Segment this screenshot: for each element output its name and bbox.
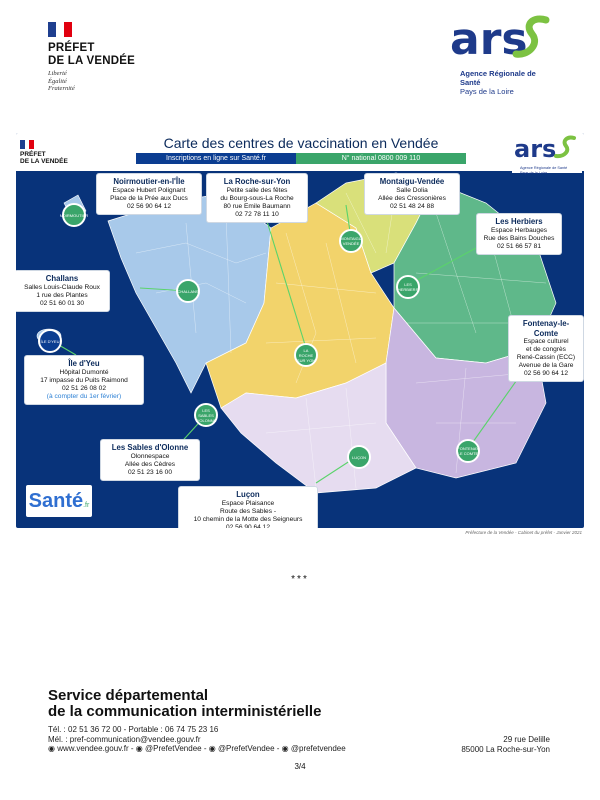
vaccination-map [16,133,584,528]
center-ile-yeu: Île d'Yeu Hôpital Dumonté 17 impasse du Puits Raimond 02 51 26 08 02 (à compter du 1er février) [24,355,144,405]
pin-challans: CHALLANS [176,279,200,303]
center-la-roche: La Roche-sur-Yon Petite salle des fêtes du Bourg-sous-La Roche 80 rue Emile Baumann 02 72 78 11 10 [206,173,308,223]
marianne-logo [48,22,72,37]
pin-les-herbiers: LES HERBIERS [396,275,420,299]
separator: *** [291,574,309,585]
center-challans: Challans Salles Louis-Claude Roux 1 rue des Plantes 02 51 60 01 30 [16,270,110,312]
pin-ile-yeu: ÎLE D'YEU [38,329,62,353]
web-icon: ◉ [48,744,55,753]
ars-logo [448,14,558,96]
online-banner: Inscriptions en ligne sur Santé.fr [136,153,296,164]
pin-lucon: LUÇON [347,445,371,469]
svg-text:ars: ars [450,14,528,64]
social-links: ◉ www.vendee.gouv.fr - ◉ @PrefetVendee - ◉ @PrefetVendee - ◉ @prefetvendee [48,744,346,753]
center-fontenay: Fontenay-le-Comte Espace culturel et de congrès René-Cassin (ECC) Avenue de la Gare 02 56 90 64 12 [508,315,584,382]
center-montaigu: Montaigu-Vendée Salle Dolia Allée des Cressonières 02 51 48 24 88 [364,173,460,215]
footer-title: Service départemental de la communication interministérielle [48,687,322,720]
center-les-sables: Les Sables d'Olonne Olonnespace Allée des Cèdres 02 51 23 16 00 [100,439,200,481]
map-prefect-title: PRÉFET DE LA VENDÉE [20,151,68,165]
map-ars-logo: ars Agence Régionale de Santé Pays de la Loire [512,135,582,173]
map-credit: Préfecture de la Vendée - Cabinet du préfet - Janvier 2021 [465,530,582,535]
prefect-title: PRÉFET DE LA VENDÉE [48,42,135,67]
pin-fontenay: FONTENAY LE COMTE [456,439,480,463]
center-lucon: Luçon Espace Plaisance Route des Sables - 10 chemin de la Motte des Seigneurs 02 56 90 64 12 [178,486,318,528]
pin-noirmoutier: NOIRMOUTIER [62,203,86,227]
pin-les-sables: LES SABLES D'OLONNE [194,403,218,427]
svg-text:ars: ars [514,135,557,161]
footer-contact: Tél. : 02 51 36 72 00 - Portable : 06 74 75 23 16 Mél. : pref-communication@vendee.gouv.fr ◉ www.vendee.gouv.fr - ◉ @PrefetVendee - ◉ @PrefetVendee - ◉ @prefetvendee [48,725,388,754]
pin-la-roche: LA ROCHE SUR YON [294,343,318,367]
map-title: Carte des centres de vaccination en Vendée [163,135,439,151]
ars-logo-mark-icon [448,14,558,64]
footer-address: 29 rue Delille 85000 La Roche-sur-Yon [461,735,550,754]
flag-icon [48,22,72,37]
facebook-icon: ◉ [208,744,216,753]
phone-banner: N° national 0800 009 110 [296,153,466,164]
pin-montaigu: MONTAIGU VENDÉE [339,229,363,253]
instagram-icon: ◉ [281,744,289,753]
center-les-herbiers: Les Herbiers Espace Herbauges Rue des Bains Douches 02 51 66 57 81 [476,213,562,255]
sante-fr-logo: Santé.fr [26,485,92,517]
center-noirmoutier: Noirmoutier-en-l'Île Espace Hubert Polignant Place de la Prée aux Ducs 02 56 90 64 12 [96,173,202,215]
republic-motto: Liberté Égalité Fraternité [48,70,75,92]
ars-subtitle: Agence Régionale de Santé Pays de la Loire [460,69,536,96]
twitter-icon: ◉ [135,744,143,753]
page-number: 3/4 [294,762,306,771]
